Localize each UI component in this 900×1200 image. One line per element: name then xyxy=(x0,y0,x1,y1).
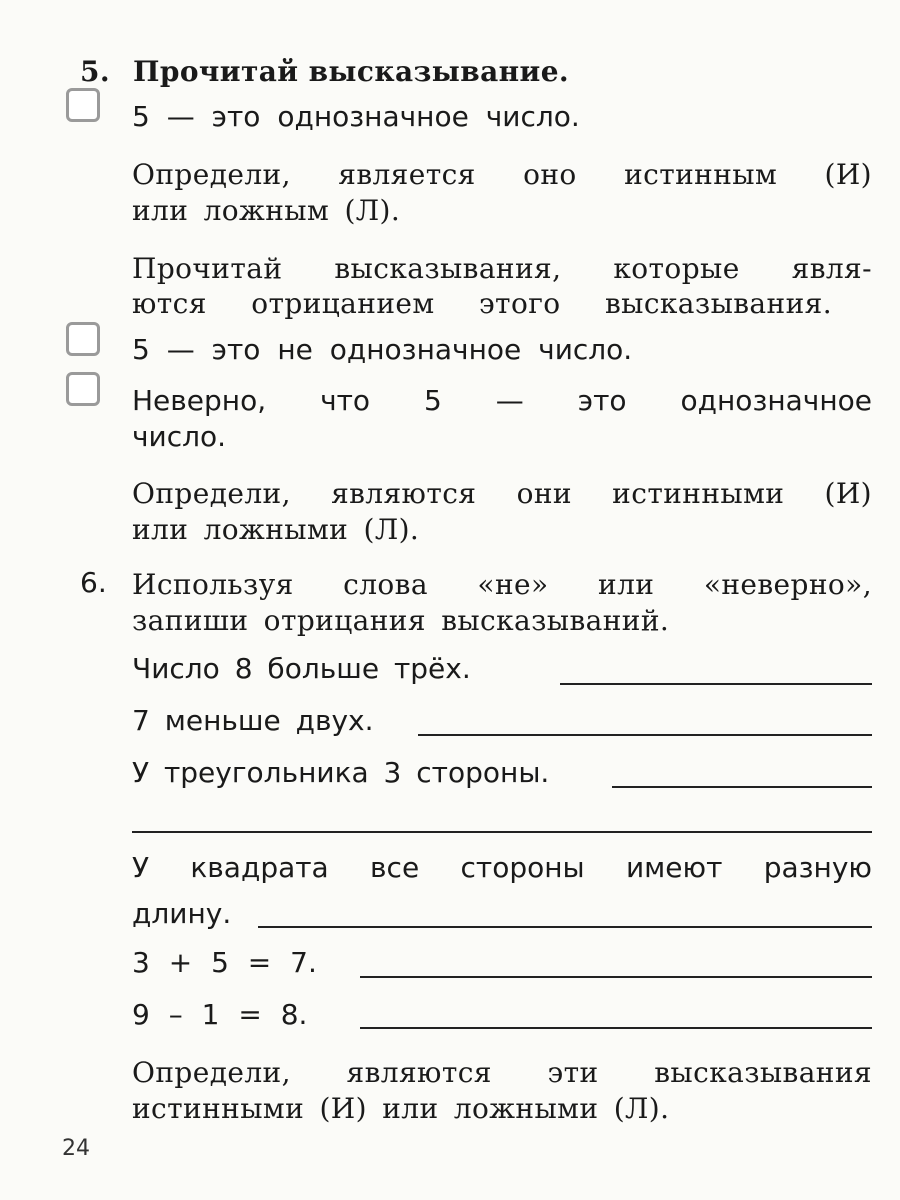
answer-line-item2[interactable] xyxy=(418,734,872,736)
task5-statement: 5 — это однозначное число. xyxy=(132,100,580,133)
answer-box-statement[interactable] xyxy=(66,88,100,122)
answer-line-item4[interactable] xyxy=(258,926,872,928)
task6-instruction-line1: Используя слова «не» или «неверно», xyxy=(132,568,872,601)
answer-line-item1[interactable] xyxy=(560,683,872,685)
task6-item6: 9 – 1 = 8. xyxy=(132,998,308,1031)
task6-final-line1: Определи, являются эти высказывания xyxy=(132,1056,872,1089)
task6-item2: 7 меньше двух. xyxy=(132,704,374,737)
task5-negation2-line1: Неверно, что 5 — это однозначное xyxy=(132,384,872,417)
task5-number: 5. xyxy=(80,55,111,88)
task6-item1: Число 8 больше трёх. xyxy=(132,652,471,685)
task5-negation1: 5 — это не однозначное число. xyxy=(132,333,633,366)
answer-box-negation2[interactable] xyxy=(66,372,100,406)
answer-line-item5[interactable] xyxy=(360,976,872,978)
task5-instruction-line1: Определи, является оно истинным (И) xyxy=(132,158,872,191)
task6-instruction-line2: запиши отрицания высказываний. xyxy=(132,604,670,637)
page-number: 24 xyxy=(62,1136,90,1161)
answer-line-item3-continued[interactable] xyxy=(132,831,872,833)
task5-final-line2: или ложными (Л). xyxy=(132,513,420,546)
task6-item3: У треугольника 3 стороны. xyxy=(132,756,550,789)
answer-line-item6[interactable] xyxy=(360,1027,872,1029)
task5-read-line1: Прочитай высказывания, которые явля- xyxy=(132,252,872,285)
task5-read-line2: ются отрицанием этого высказывания. xyxy=(132,287,832,320)
task5-negation2-line2: число. xyxy=(132,420,227,453)
task6-item5: 3 + 5 = 7. xyxy=(132,946,317,979)
answer-line-item3[interactable] xyxy=(612,786,872,788)
task6-final-line2: истинными (И) или ложными (Л). xyxy=(132,1092,670,1125)
task6-item4-line2: длину. xyxy=(132,897,232,930)
task6-item4-line1: У квадрата все стороны имеют разную xyxy=(132,851,872,884)
task5-final-line1: Определи, являются они истинными (И) xyxy=(132,477,872,510)
task6-number: 6. xyxy=(80,566,107,599)
task5-title: Прочитай высказывание. xyxy=(133,55,570,88)
answer-box-negation1[interactable] xyxy=(66,322,100,356)
task5-instruction-line2: или ложным (Л). xyxy=(132,194,401,227)
